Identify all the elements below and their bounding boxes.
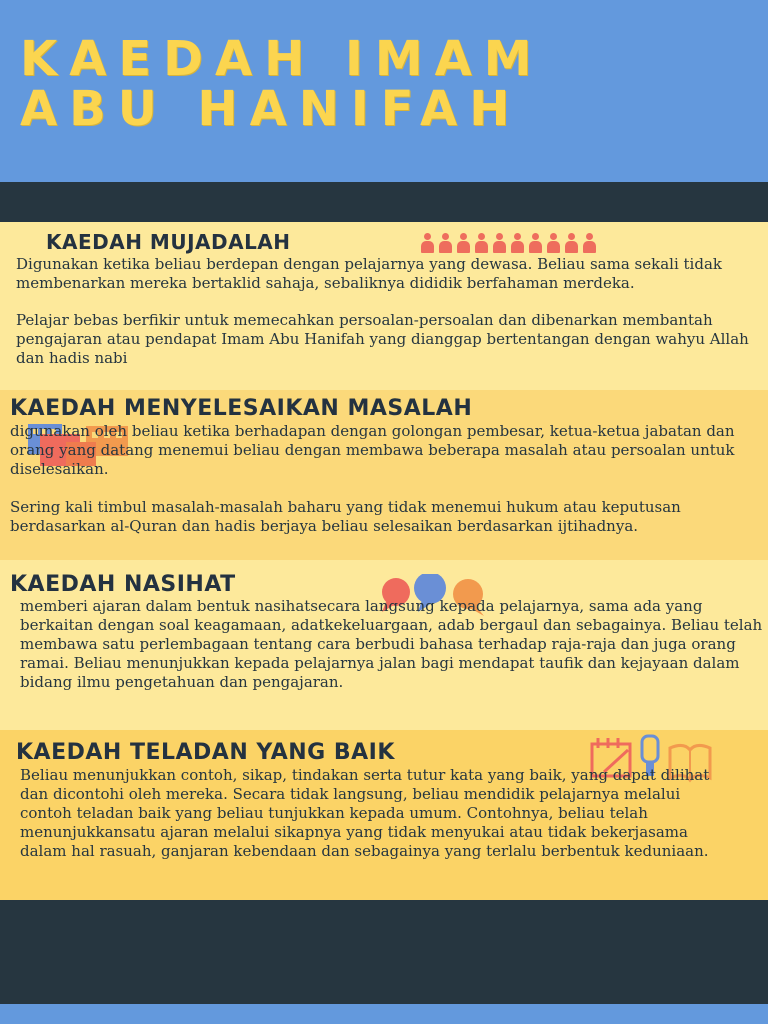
- paragraph: Digunakan ketika beliau berdepan dengan pelajarnya yang dewasa. Beliau sama sekali tidak membenarkan mereka bertaklid sahaja, sebaliknya dididik berfahaman merdeka.: [16, 255, 722, 292]
- paragraph: Beliau menunjukkan contoh, sikap, tindakan serta tutur kata yang baik, yang dapat dilihat dan dicontohi oleh mereka. Secara tidak langsung, beliau mendidik pelajarnya melalui contoh teladan baik yang beliau tunjukkan kepada umum. Contohnya, beliau telah menunjukkansatu ajaran melalui sikapnya yang tidak menyukai atau tidak bekerjasama dalam hal rasuah, ganjaran kebendaan dan sebagainya yang terlalu berbentuk keduniaan.: [20, 766, 710, 860]
- paragraph: digunakan oleh beliau ketika berhadapan dengan golongan pembesar, ketua-ketua jabatan dan orang yang datang menemui beliau dengan membawa beberapa masalah atau persoalan untuk diselesaikan.: [10, 422, 735, 478]
- header-banner: [0, 0, 768, 182]
- section-mujadalah: [0, 222, 768, 390]
- section-body: [20, 597, 765, 692]
- people-row-icon: [420, 233, 597, 253]
- section-nasihat: [0, 560, 768, 730]
- title-line-2: ABU HANIFAH: [20, 81, 522, 137]
- section-title: KAEDAH MUJADALAH: [46, 230, 291, 254]
- section-menyelesaikan-masalah: [0, 390, 768, 560]
- section-title: KAEDAH MENYELESAIKAN MASALAH: [10, 396, 473, 421]
- section-body: [16, 255, 761, 368]
- paragraph: memberi ajaran dalam bentuk nasihatsecara langsung kepada pelajarnya, sama ada yang berkaitan dengan soal keagamaan, adatkekeluargaan, adab bergaul dan sebagainya. Beliau telah membawa satu perlembagaan tentang cara berbudi bahasa terhadap raja-raja dan juga orang ramai. Beliau menunjukkan kepada pelajarnya jalan bagi mendapat taufik dan kejayaan dalam bidang ilmu pengetahuan dan pengajaran.: [20, 597, 763, 691]
- paragraph: Pelajar bebas berfikir untuk memecahkan persoalan-persoalan dan dibenarkan membantah pengajaran atau pendapat Imam Abu Hanifah yang dianggap bertentangan dengan wahyu Allah dan hadis nabi: [16, 311, 749, 367]
- paragraph: Sering kali timbul masalah-masalah baharu yang tidak menemui hukum atau keputusan berdasarkan al-Quran dan hadis berjaya beliau selesaikan berdasarkan ijtihadnya.: [10, 498, 681, 535]
- section-title: KAEDAH NASIHAT: [10, 572, 236, 597]
- section-teladan: [0, 730, 768, 900]
- title-line-1: KAEDAH IMAM: [20, 31, 544, 87]
- section-title: KAEDAH TELADAN YANG BAIK: [16, 740, 395, 765]
- footer-bar: [0, 1004, 768, 1024]
- section-body: [20, 766, 720, 861]
- section-body: [10, 422, 766, 536]
- page-title: [20, 31, 544, 137]
